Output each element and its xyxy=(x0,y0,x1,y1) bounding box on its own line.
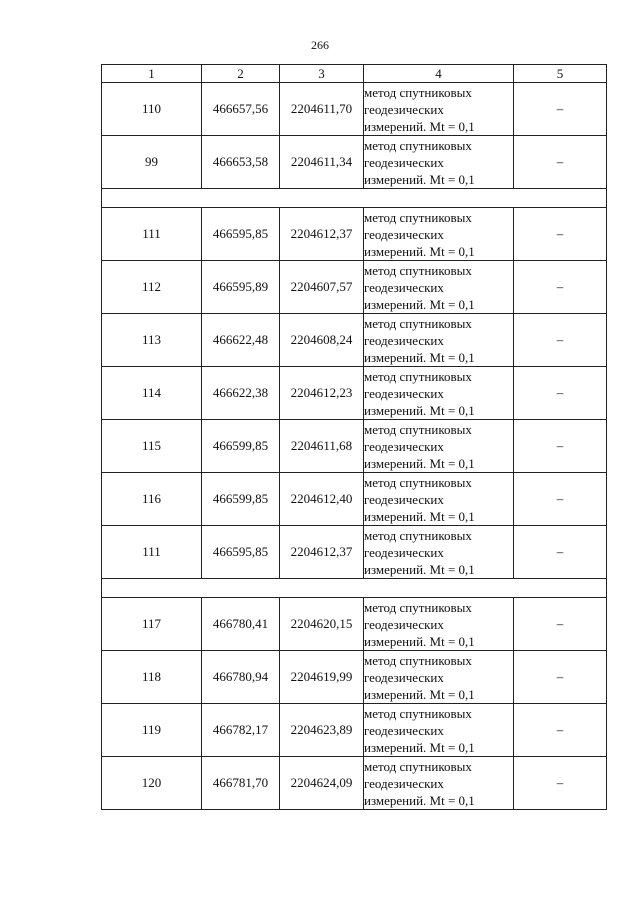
column-5-cell: – xyxy=(514,314,607,367)
group-separator-cell xyxy=(102,579,607,598)
y-coordinate-cell: 2204612,23 xyxy=(280,367,364,420)
table-row xyxy=(102,314,607,367)
page-number: 266 xyxy=(311,38,329,52)
point-number-cell: 117 xyxy=(102,598,202,651)
point-number-cell: 99 xyxy=(102,136,202,189)
column-5-cell: – xyxy=(514,526,607,579)
column-5-cell: – xyxy=(514,208,607,261)
table-body xyxy=(102,83,607,810)
method-text-line: метод спутниковых xyxy=(364,652,472,668)
column-header-3: 3 xyxy=(280,65,364,83)
method-text-line: метод спутниковых xyxy=(364,315,472,331)
column-5-cell: – xyxy=(514,420,607,473)
column-header-5: 5 xyxy=(514,65,607,83)
method-text-line: геодезических xyxy=(364,616,444,632)
method-cell xyxy=(364,261,514,314)
method-text-line: метод спутниковых xyxy=(364,209,472,225)
x-coordinate-cell: 466780,94 xyxy=(202,651,280,704)
column-header-1: 1 xyxy=(102,65,202,83)
column-5-cell: – xyxy=(514,83,607,136)
method-cell xyxy=(364,473,514,526)
y-coordinate-cell: 2204624,09 xyxy=(280,757,364,810)
x-coordinate-cell: 466622,48 xyxy=(202,314,280,367)
method-cell xyxy=(364,757,514,810)
method-text-line: измерений. Mt = 0,1 xyxy=(364,561,475,577)
table-row xyxy=(102,757,607,810)
method-text-line: метод спутниковых xyxy=(364,599,472,615)
y-coordinate-cell: 2204607,57 xyxy=(280,261,364,314)
table-row xyxy=(102,651,607,704)
point-number-cell: 110 xyxy=(102,83,202,136)
method-cell xyxy=(364,136,514,189)
x-coordinate-cell: 466657,56 xyxy=(202,83,280,136)
point-number-cell: 119 xyxy=(102,704,202,757)
y-coordinate-cell: 2204611,70 xyxy=(280,83,364,136)
method-text-line: геодезических xyxy=(364,438,444,454)
method-text-line: измерений. Mt = 0,1 xyxy=(364,349,475,365)
method-text-line: геодезических xyxy=(364,385,444,401)
table-row xyxy=(102,704,607,757)
x-coordinate-cell: 466622,38 xyxy=(202,367,280,420)
x-coordinate-cell: 466595,85 xyxy=(202,208,280,261)
method-text-line: измерений. Mt = 0,1 xyxy=(364,686,475,702)
method-text-line: измерений. Mt = 0,1 xyxy=(364,243,475,259)
method-text-line: метод спутниковых xyxy=(364,527,472,543)
group-separator-cell xyxy=(102,189,607,208)
method-cell xyxy=(364,420,514,473)
column-5-cell: – xyxy=(514,757,607,810)
method-text-line: геодезических xyxy=(364,101,444,117)
column-5-cell: – xyxy=(514,598,607,651)
method-text-line: измерений. Mt = 0,1 xyxy=(364,792,475,808)
method-cell xyxy=(364,526,514,579)
method-cell xyxy=(364,651,514,704)
method-text-line: метод спутниковых xyxy=(364,84,472,100)
method-text-line: геодезических xyxy=(364,226,444,242)
table-row xyxy=(102,598,607,651)
table-row xyxy=(102,83,607,136)
method-cell xyxy=(364,83,514,136)
x-coordinate-cell: 466599,85 xyxy=(202,473,280,526)
method-text-line: геодезических xyxy=(364,544,444,560)
y-coordinate-cell: 2204612,40 xyxy=(280,473,364,526)
method-text-line: измерений. Mt = 0,1 xyxy=(364,508,475,524)
x-coordinate-cell: 466599,85 xyxy=(202,420,280,473)
point-number-cell: 111 xyxy=(102,208,202,261)
column-5-cell: – xyxy=(514,136,607,189)
point-number-cell: 114 xyxy=(102,367,202,420)
header-row xyxy=(102,65,607,83)
method-text-line: измерений. Mt = 0,1 xyxy=(364,402,475,418)
column-5-cell: – xyxy=(514,261,607,314)
column-5-cell: – xyxy=(514,651,607,704)
y-coordinate-cell: 2204608,24 xyxy=(280,314,364,367)
method-text-line: метод спутниковых xyxy=(364,262,472,278)
point-number-cell: 111 xyxy=(102,526,202,579)
x-coordinate-cell: 466595,89 xyxy=(202,261,280,314)
method-text-line: геодезических xyxy=(364,279,444,295)
method-text-line: метод спутниковых xyxy=(364,368,472,384)
method-text-line: метод спутниковых xyxy=(364,705,472,721)
y-coordinate-cell: 2204612,37 xyxy=(280,526,364,579)
point-number-cell: 118 xyxy=(102,651,202,704)
y-coordinate-cell: 2204620,15 xyxy=(280,598,364,651)
point-number-cell: 112 xyxy=(102,261,202,314)
point-number-cell: 120 xyxy=(102,757,202,810)
method-text-line: измерений. Mt = 0,1 xyxy=(364,739,475,755)
method-text-line: измерений. Mt = 0,1 xyxy=(364,296,475,312)
method-text-line: измерений. Mt = 0,1 xyxy=(364,455,475,471)
group-separator-row xyxy=(102,189,607,208)
table-row xyxy=(102,136,607,189)
method-text-line: метод спутниковых xyxy=(364,137,472,153)
column-header-2: 2 xyxy=(202,65,280,83)
y-coordinate-cell: 2204611,34 xyxy=(280,136,364,189)
group-separator-row xyxy=(102,579,607,598)
method-cell xyxy=(364,598,514,651)
x-coordinate-cell: 466780,41 xyxy=(202,598,280,651)
method-text-line: геодезических xyxy=(364,775,444,791)
point-number-cell: 113 xyxy=(102,314,202,367)
method-text-line: геодезических xyxy=(364,332,444,348)
method-text-line: метод спутниковых xyxy=(364,421,472,437)
x-coordinate-cell: 466782,17 xyxy=(202,704,280,757)
column-5-cell: – xyxy=(514,473,607,526)
table-row xyxy=(102,526,607,579)
method-text-line: геодезических xyxy=(364,669,444,685)
method-text-line: измерений. Mt = 0,1 xyxy=(364,118,475,134)
column-5-cell: – xyxy=(514,367,607,420)
method-text-line: геодезических xyxy=(364,722,444,738)
table-row xyxy=(102,473,607,526)
y-coordinate-cell: 2204623,89 xyxy=(280,704,364,757)
method-cell xyxy=(364,314,514,367)
method-text-line: метод спутниковых xyxy=(364,758,472,774)
y-coordinate-cell: 2204611,68 xyxy=(280,420,364,473)
table-row xyxy=(102,420,607,473)
method-text-line: измерений. Mt = 0,1 xyxy=(364,171,475,187)
table-row xyxy=(102,261,607,314)
method-text-line: геодезических xyxy=(364,154,444,170)
y-coordinate-cell: 2204619,99 xyxy=(280,651,364,704)
point-number-cell: 116 xyxy=(102,473,202,526)
table-row xyxy=(102,367,607,420)
table-header xyxy=(102,65,607,83)
point-number-cell: 115 xyxy=(102,420,202,473)
x-coordinate-cell: 466781,70 xyxy=(202,757,280,810)
method-cell xyxy=(364,367,514,420)
method-text-line: геодезических xyxy=(364,491,444,507)
column-5-cell: – xyxy=(514,704,607,757)
y-coordinate-cell: 2204612,37 xyxy=(280,208,364,261)
method-text-line: измерений. Mt = 0,1 xyxy=(364,633,475,649)
method-cell xyxy=(364,704,514,757)
method-text-line: метод спутниковых xyxy=(364,474,472,490)
coordinates-table xyxy=(101,64,607,810)
method-cell xyxy=(364,208,514,261)
x-coordinate-cell: 466595,85 xyxy=(202,526,280,579)
x-coordinate-cell: 466653,58 xyxy=(202,136,280,189)
table-row xyxy=(102,208,607,261)
column-header-4: 4 xyxy=(364,65,514,83)
